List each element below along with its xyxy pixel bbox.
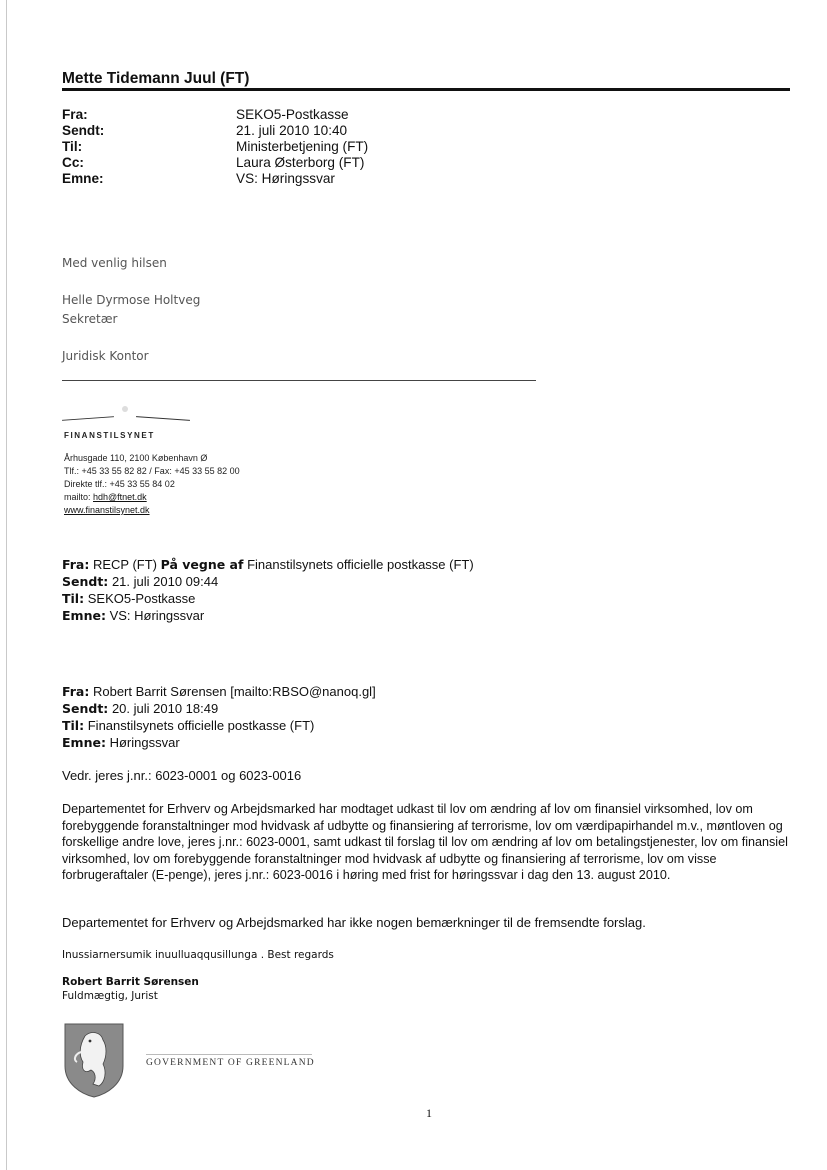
fwd2-sent-line [62,700,218,717]
sender-name: Robert Barrit Sørensen [62,976,199,988]
fwd1-subject-value: VS: Høringssvar [109,608,205,623]
signature-role: Sekretær [62,312,118,326]
fwd2-to-line [62,717,314,734]
fwd2-sent-label: Sendt: [62,701,109,716]
fwd1-sent-line [62,573,218,590]
government-divider [146,1054,312,1055]
org-address: Århusgade 110, 2100 København Ø [64,453,208,463]
fwd2-sent-value: 20. juli 2010 18:49 [111,701,219,716]
fwd1-on-behalf-label: På vegne af [160,557,244,572]
fwd1-to-value: SEKO5-Postkasse [87,591,196,606]
website-link[interactable]: www.finanstilsynet.dk [64,505,150,515]
fwd2-subject-value: Høringssvar [109,735,180,750]
sent-label: Sendt: [62,123,105,138]
signature-divider [62,380,536,381]
sender-title: Fuldmægtig, Jurist [62,990,158,1002]
reference-line: Vedr. jeres j.nr.: 6023-0001 og 6023-0016 [62,768,302,783]
document-title: Mette Tidemann Juul (FT) [62,70,250,87]
fwd1-on-behalf-value: Finanstilsynets officielle postkasse (FT) [247,557,474,572]
fwd2-from-line [62,683,376,700]
fwd1-from-value: RECP (FT) [92,557,158,572]
fwd2-subject-label: Emne: [62,735,106,750]
title-divider [62,88,790,91]
cc-label: Cc: [62,155,84,170]
fwd1-subject-line [62,607,204,624]
fwd1-from-line [62,556,474,573]
fwd1-to-label: Til: [62,591,85,606]
fwd1-sent-value: 21. juli 2010 09:44 [111,574,219,589]
fwd1-to-line [62,590,195,607]
org-name: FINANSTILSYNET [64,431,155,440]
sent-value: 21. juli 2010 10:40 [236,123,348,138]
org-direct-phone: Direkte tlf.: +45 33 55 84 02 [64,479,175,489]
fwd2-subject-line [62,734,180,751]
to-label: Til: [62,139,83,154]
coat-of-arms-icon [63,1022,125,1103]
to-value: Ministerbetjening (FT) [236,139,369,154]
org-phone: Tlf.: +45 33 55 82 82 / Fax: +45 33 55 82 00 [64,466,240,476]
from-value: SEKO5-Postkasse [236,107,349,122]
mailto-link[interactable]: hdh@ftnet.dk [93,492,147,502]
page-edge-line [6,0,7,1170]
from-label: Fra: [62,107,88,122]
cc-value: Laura Østerborg (FT) [236,155,365,170]
closing-line: Inussiarnersumik inuulluaqqusillunga . Best regards [62,949,334,961]
mailto-prefix: mailto: [64,492,94,502]
body-paragraph-1: Departementet for Erhverv og Arbejdsmarked har modtaget udkast til lov om ændring af lov om finansiel virksomhed, lov om forebyggende foranstaltninger mod hvidvask af udbytte og finansiering af terrorisme, lov om værdipapirhandel m.v., møntloven og forskellige andre love, jeres j.nr.: 6023-0001, samt udkast til forslag til lov om ændring af lov om betalingstjenester, lov om finansiel virksomhed, lov om forebyggende foranstaltninger mod hvidvask af udbytte og finansiering af terrorisme, lov om visse forbrugeraftaler (E-penge), jeres j.nr.: 6023-0016 i høring med frist for høringssvar i dag den 13. august 2010. [62,802,788,882]
signature-name: Helle Dyrmose Holtveg [62,293,201,307]
signature-office: Juridisk Kontor [62,349,149,363]
fwd2-to-value: Finanstilsynets officielle postkasse (FT) [87,718,315,733]
signature-greeting: Med venlig hilsen [62,256,167,270]
government-name: GOVERNMENT OF GREENLAND [146,1058,315,1068]
subject-value: VS: Høringssvar [236,171,335,186]
fwd2-from-label: Fra: [62,684,90,699]
body-paragraph-2: Departementet for Erhverv og Arbejdsmarked har ikke nogen bemærkninger til de fremsendte forslag. [62,915,646,930]
page-number: 1 [426,1106,432,1120]
fwd1-sent-label: Sendt: [62,574,109,589]
fwd2-to-label: Til: [62,718,85,733]
subject-label: Emne: [62,171,104,186]
org-mail [64,492,147,503]
fwd2-from-value: Robert Barrit Sørensen [mailto:RBSO@nanoq.gl] [92,684,376,699]
fwd1-subject-label: Emne: [62,608,106,623]
fwd1-from-label: Fra: [62,557,90,572]
